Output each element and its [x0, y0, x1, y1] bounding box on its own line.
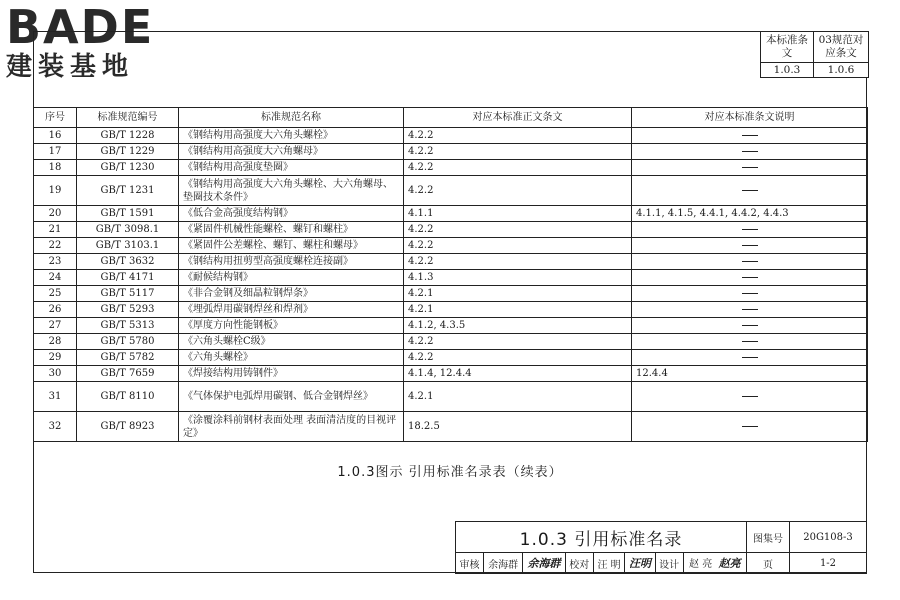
cell-clause: 4.1.1 [404, 206, 632, 222]
table-row [34, 144, 868, 160]
cell-note [632, 222, 868, 238]
cell-name: 《低合金高强度结构钢》 [179, 206, 404, 222]
cell-code: GB/T 4171 [77, 270, 179, 286]
header-note: 对应本标准条文说明 [632, 108, 868, 128]
empty-dash [742, 261, 758, 262]
cell-no: 31 [34, 382, 77, 412]
cell-no: 23 [34, 254, 77, 270]
empty-dash [742, 277, 758, 278]
cell-code: GB/T 8923 [77, 412, 179, 442]
cell-clause: 4.1.3 [404, 270, 632, 286]
cell-clause: 4.2.2 [404, 144, 632, 160]
header-clause: 对应本标准正文条文 [404, 108, 632, 128]
empty-dash [742, 167, 758, 168]
checker-signature: 汪明 [625, 553, 655, 574]
cell-note: 4.1.1, 4.1.5, 4.4.1, 4.4.2, 4.4.3 [632, 206, 868, 222]
designer-name [683, 553, 746, 574]
cell-clause: 4.2.2 [404, 128, 632, 144]
cell-no: 27 [34, 318, 77, 334]
empty-dash [742, 293, 758, 294]
cell-clause: 4.1.4, 12.4.4 [404, 366, 632, 382]
page-label: 页 [747, 553, 790, 574]
table-row [34, 382, 868, 412]
table-row [34, 350, 868, 366]
cell-code: GB/T 3632 [77, 254, 179, 270]
empty-dash [742, 151, 758, 152]
logo-brand-text: BADE [6, 0, 155, 54]
empty-dash [742, 357, 758, 358]
standards-table [33, 107, 868, 442]
ref-col1-value: 1.0.3 [761, 63, 814, 78]
table-row [34, 176, 868, 206]
header-name: 标准规范名称 [179, 108, 404, 128]
cell-no: 28 [34, 334, 77, 350]
review-label: 审核 [456, 553, 484, 574]
table-row [34, 334, 868, 350]
cell-note [632, 302, 868, 318]
cell-code: GB/T 1231 [77, 176, 179, 206]
cell-note [632, 254, 868, 270]
figure-caption: 1.0.3图示 引用标准名录表（续表） [337, 465, 563, 480]
table-row [34, 254, 868, 270]
cell-no: 25 [34, 286, 77, 302]
cell-clause: 4.2.2 [404, 222, 632, 238]
table-row [34, 160, 868, 176]
cell-name: 《钢结构用高强度垫圈》 [179, 160, 404, 176]
cell-clause: 4.2.2 [404, 238, 632, 254]
table-body [34, 128, 868, 442]
cell-clause: 4.2.2 [404, 160, 632, 176]
cell-code: GB/T 5293 [77, 302, 179, 318]
cell-no: 18 [34, 160, 77, 176]
clause-reference-table [760, 31, 869, 78]
cell-note [632, 128, 868, 144]
cell-note: 12.4.4 [632, 366, 868, 382]
reviewer-signature: 余海群 [523, 553, 566, 574]
empty-dash [742, 135, 758, 136]
empty-dash [742, 325, 758, 326]
atlas-number: 20G108-3 [790, 522, 867, 553]
cell-name: 《非合金钢及细晶粒钢焊条》 [179, 286, 404, 302]
cell-code: GB/T 5780 [77, 334, 179, 350]
cell-name: 《钢结构用高强度大六角头螺栓》 [179, 128, 404, 144]
ref-col2-value: 1.0.6 [814, 63, 869, 78]
empty-dash [742, 426, 758, 427]
cell-code: GB/T 1229 [77, 144, 179, 160]
cell-clause: 4.1.2, 4.3.5 [404, 318, 632, 334]
cell-name: 《气体保护电弧焊用碳钢、低合金钢焊丝》 [179, 382, 404, 412]
cell-no: 17 [34, 144, 77, 160]
cell-code: GB/T 3098.1 [77, 222, 179, 238]
empty-dash [742, 341, 758, 342]
table-row [34, 270, 868, 286]
cell-no: 29 [34, 350, 77, 366]
table-row [34, 318, 868, 334]
header-no: 序号 [34, 108, 77, 128]
cell-code: GB/T 8110 [77, 382, 179, 412]
cell-name: 《紧固件公差螺栓、螺钉、螺柱和螺母》 [179, 238, 404, 254]
cell-name: 《六角头螺栓C级》 [179, 334, 404, 350]
cell-note [632, 160, 868, 176]
cell-clause: 4.2.1 [404, 286, 632, 302]
cell-no: 21 [34, 222, 77, 238]
cell-note [632, 412, 868, 442]
cell-note [632, 286, 868, 302]
cell-code: GB/T 5313 [77, 318, 179, 334]
empty-dash [742, 245, 758, 246]
cell-name: 《钢结构用扭剪型高强度螺栓连接副》 [179, 254, 404, 270]
checker-name: 汪 明 [593, 553, 625, 574]
cell-code: GB/T 5117 [77, 286, 179, 302]
cell-clause: 4.2.2 [404, 350, 632, 366]
cell-no: 32 [34, 412, 77, 442]
cell-note [632, 270, 868, 286]
cell-note [632, 144, 868, 160]
cell-code: GB/T 3103.1 [77, 238, 179, 254]
header-code: 标准规范编号 [77, 108, 179, 128]
cell-clause: 4.2.2 [404, 176, 632, 206]
cell-note [632, 334, 868, 350]
cell-name: 《埋弧焊用碳钢焊丝和焊剂》 [179, 302, 404, 318]
cell-note [632, 318, 868, 334]
design-label: 设计 [655, 553, 683, 574]
table-row [34, 302, 868, 318]
designer-name-text: 赵 亮 [689, 559, 713, 570]
cell-name: 《厚度方向性能钢板》 [179, 318, 404, 334]
atlas-label: 图集号 [747, 522, 790, 553]
cell-name: 《耐候结构钢》 [179, 270, 404, 286]
cell-clause: 4.2.2 [404, 334, 632, 350]
cell-name: 《紧固件机械性能螺栓、螺钉和螺柱》 [179, 222, 404, 238]
cell-no: 30 [34, 366, 77, 382]
title-block [455, 521, 867, 574]
table-row [34, 366, 868, 382]
ref-col2-header: 03规范对应条文 [814, 32, 869, 63]
drawing-title: 1.0.3 引用标准名录 [456, 522, 747, 553]
empty-dash [742, 190, 758, 191]
cell-code: GB/T 7659 [77, 366, 179, 382]
cell-no: 26 [34, 302, 77, 318]
ref-col1-header: 本标准条文 [761, 32, 814, 63]
table-header-row [34, 108, 868, 128]
cell-code: GB/T 5782 [77, 350, 179, 366]
cell-no: 19 [34, 176, 77, 206]
cell-name: 《涂覆涂料前钢材表面处理 表面清洁度的目视评定》 [179, 412, 404, 442]
cell-note [632, 176, 868, 206]
check-label: 校对 [565, 553, 593, 574]
cell-clause: 4.2.1 [404, 382, 632, 412]
cell-note [632, 350, 868, 366]
designer-signature: 赵亮 [718, 557, 741, 570]
cell-name: 《焊接结构用铸钢件》 [179, 366, 404, 382]
table-row [34, 286, 868, 302]
empty-dash [742, 229, 758, 230]
cell-name: 《钢结构用高强度大六角螺母》 [179, 144, 404, 160]
cell-name: 《六角头螺栓》 [179, 350, 404, 366]
cell-code: GB/T 1230 [77, 160, 179, 176]
cell-no: 22 [34, 238, 77, 254]
reviewer-name: 余海群 [484, 553, 523, 574]
cell-clause: 18.2.5 [404, 412, 632, 442]
cell-clause: 4.2.2 [404, 254, 632, 270]
table-row [34, 128, 868, 144]
logo-subtitle: 建装基地 [6, 52, 135, 82]
cell-clause: 4.2.1 [404, 302, 632, 318]
empty-dash [742, 309, 758, 310]
cell-note [632, 382, 868, 412]
cell-name: 《钢结构用高强度大六角头螺栓、大六角螺母、垫圈技术条件》 [179, 176, 404, 206]
cell-code: GB/T 1591 [77, 206, 179, 222]
table-row [34, 238, 868, 254]
table-row [34, 222, 868, 238]
cell-note [632, 238, 868, 254]
empty-dash [742, 396, 758, 397]
cell-no: 20 [34, 206, 77, 222]
page-number: 1-2 [790, 553, 867, 574]
cell-no: 16 [34, 128, 77, 144]
table-row [34, 412, 868, 442]
cell-code: GB/T 1228 [77, 128, 179, 144]
cell-no: 24 [34, 270, 77, 286]
table-row [34, 206, 868, 222]
